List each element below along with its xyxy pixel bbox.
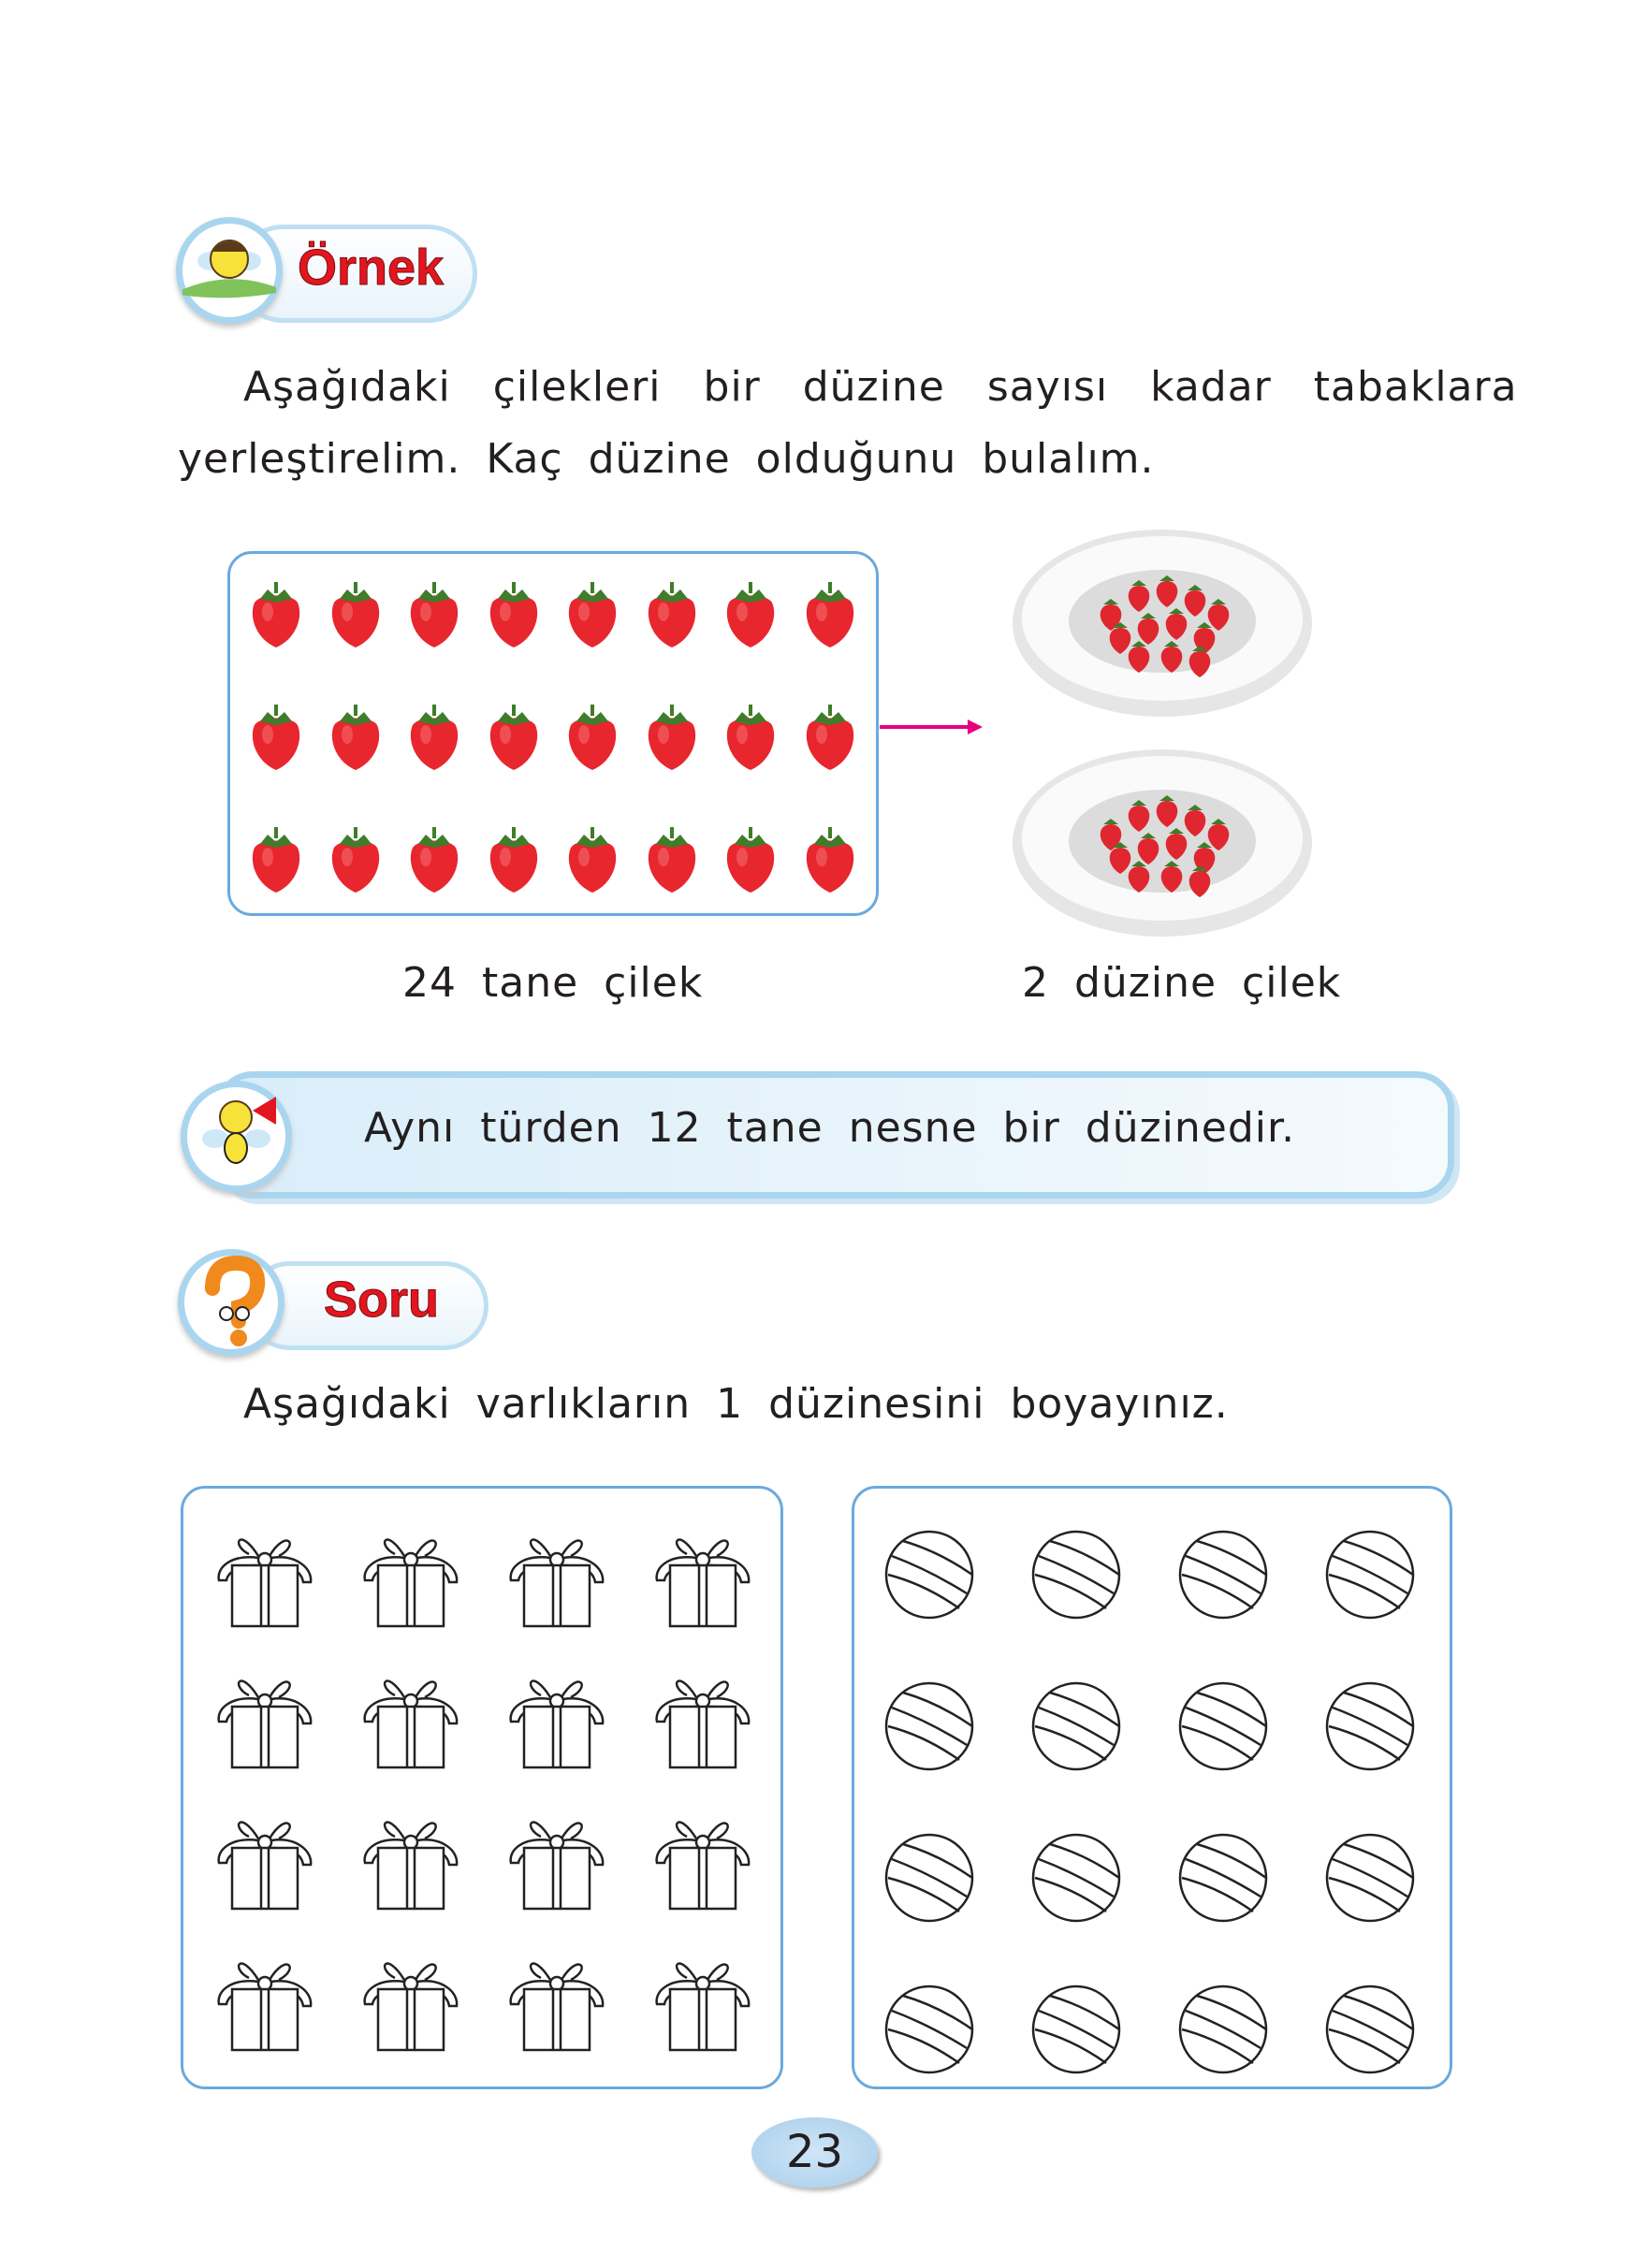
gift-box-icon[interactable] — [503, 1667, 649, 1774]
ball-icon[interactable] — [1029, 1528, 1176, 1625]
strawberry-icon — [327, 582, 406, 653]
gift-box-icon[interactable] — [649, 1809, 795, 1915]
ball-icon[interactable] — [882, 1679, 1029, 1777]
gift-box-icon[interactable] — [211, 1667, 357, 1774]
gift-frame — [181, 1486, 783, 2089]
strawberry-icon — [801, 582, 881, 653]
question-instruction: Aşağıdaki varlıkların 1 düzinesini boyayınız. — [243, 1380, 1229, 1428]
strawberry-icon — [722, 827, 801, 898]
ball-icon[interactable] — [1323, 1528, 1470, 1625]
strawberry-icon — [643, 827, 722, 898]
gift-box-icon[interactable] — [503, 1950, 649, 2057]
gift-box-icon[interactable] — [211, 1950, 357, 2057]
strawberry-icon — [327, 705, 406, 776]
strawberry-icon — [722, 705, 801, 776]
gift-box-icon[interactable] — [357, 1667, 503, 1774]
strawberry-icon — [801, 705, 881, 776]
arrow-icon — [878, 716, 985, 738]
strawberry-icon — [247, 582, 327, 653]
ball-icon[interactable] — [882, 1831, 1029, 1928]
ball-icon[interactable] — [1029, 1983, 1176, 2080]
gift-box-icon[interactable] — [649, 1667, 795, 1774]
gift-box-icon[interactable] — [357, 1950, 503, 2057]
question-mark-icon — [178, 1249, 284, 1356]
gift-box-icon[interactable] — [357, 1526, 503, 1633]
example-label: Örnek — [298, 240, 445, 296]
strawberry-grid — [247, 582, 880, 898]
ball-icon[interactable] — [1029, 1831, 1176, 1928]
gift-box-icon[interactable] — [649, 1526, 795, 1633]
strawberry-icon — [563, 582, 643, 653]
ball-icon[interactable] — [1323, 1831, 1470, 1928]
strawberry-icon — [563, 827, 643, 898]
strawberry-icon — [485, 705, 564, 776]
caption-strawberry-count: 24 tane çilek — [402, 959, 704, 1007]
caption-dozen-count: 2 düzine çilek — [1022, 959, 1342, 1007]
ball-icon[interactable] — [882, 1983, 1029, 2080]
bee-writing-icon — [176, 217, 283, 324]
info-text: Aynı türden 12 tane nesne bir düzinedir. — [364, 1104, 1296, 1152]
strawberry-icon — [247, 827, 327, 898]
strawberry-icon — [485, 582, 564, 653]
gift-box-icon[interactable] — [211, 1809, 357, 1915]
strawberry-icon — [405, 827, 485, 898]
gift-box-icon[interactable] — [503, 1809, 649, 1915]
strawberry-icon — [405, 582, 485, 653]
strawberry-icon — [405, 705, 485, 776]
ball-icon[interactable] — [1029, 1679, 1176, 1777]
ball-icon[interactable] — [1323, 1679, 1470, 1777]
plate-of-strawberries — [1008, 740, 1317, 945]
page-number-text: 23 — [785, 2126, 844, 2178]
gift-box-icon[interactable] — [503, 1526, 649, 1633]
strawberry-icon — [563, 705, 643, 776]
bee-megaphone-icon — [181, 1081, 292, 1192]
ball-icon[interactable] — [882, 1528, 1029, 1625]
ball-icon[interactable] — [1176, 1983, 1323, 2080]
gift-box-icon[interactable] — [649, 1950, 795, 2057]
ball-icon[interactable] — [1176, 1831, 1323, 1928]
strawberry-frame — [227, 551, 879, 916]
strawberry-icon — [801, 827, 881, 898]
strawberry-icon — [643, 705, 722, 776]
ball-icon[interactable] — [1176, 1528, 1323, 1625]
ball-grid — [882, 1528, 1470, 2080]
strawberry-icon — [247, 705, 327, 776]
page-number — [751, 2117, 878, 2188]
plate-of-strawberries — [1008, 520, 1317, 725]
strawberry-icon — [485, 827, 564, 898]
strawberry-icon — [327, 827, 406, 898]
ball-icon[interactable] — [1323, 1983, 1470, 2080]
gift-box-icon[interactable] — [211, 1526, 357, 1633]
ball-icon[interactable] — [1176, 1679, 1323, 1777]
example-paragraph-line1: Aşağıdaki çilekleri bir düzine sayısı kadar tabaklara — [243, 363, 1518, 411]
ball-frame — [852, 1486, 1452, 2089]
example-paragraph-line2: yerleştirelim. Kaç düzine olduğunu bulalım. — [178, 435, 1155, 483]
strawberry-icon — [722, 582, 801, 653]
strawberry-icon — [643, 582, 722, 653]
gift-grid — [211, 1526, 795, 2057]
gift-box-icon[interactable] — [357, 1809, 503, 1915]
question-label: Soru — [324, 1272, 440, 1328]
